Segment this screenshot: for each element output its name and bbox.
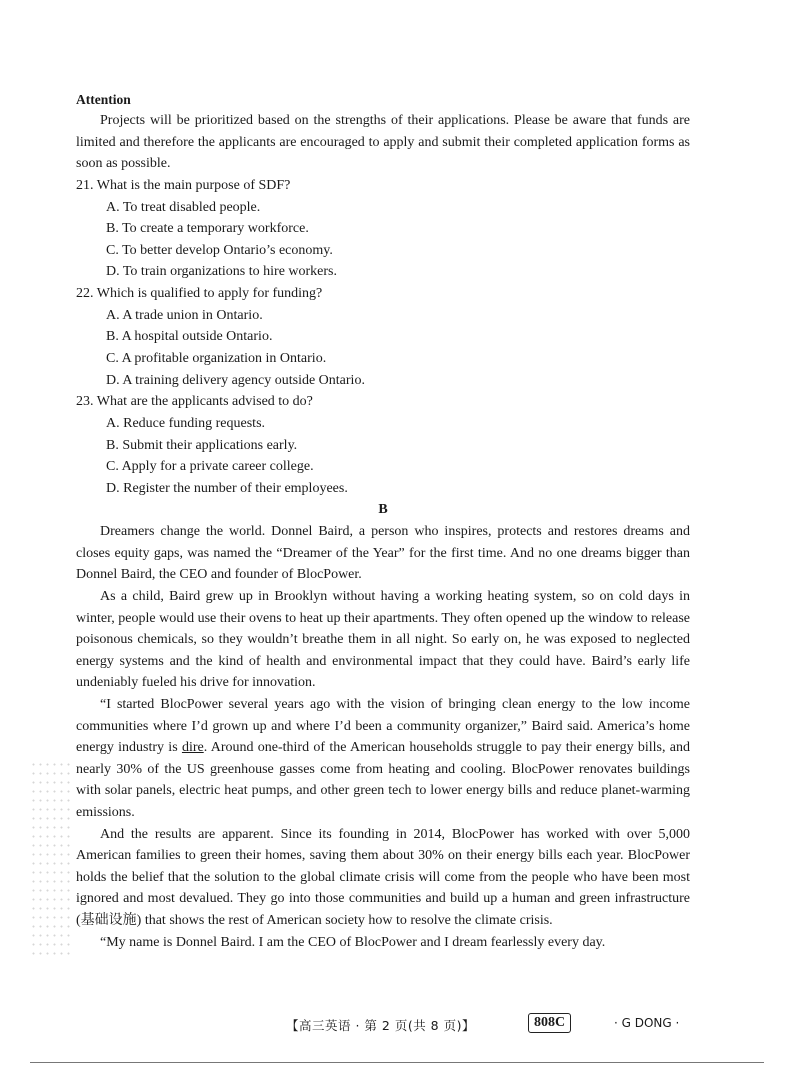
option-a: A. Reduce funding requests. [106,415,266,431]
option-b: B. Submit their applications early. [106,437,298,453]
question-22 [76,283,690,391]
option-d: D. To train organizations to hire workers. [106,264,338,280]
option-d: D. Register the number of their employees. [106,480,348,496]
passage-paragraph-5: “My name is Donnel Baird. I am the CEO of BlocPower and I dream fearlessly every day. [100,934,606,950]
section-b-title: B [378,502,388,518]
underlined-word: dire [181,740,204,756]
exam-code-badge: 808C [528,1013,571,1033]
question-stem: 22. Which is qualified to apply for funding? [76,285,323,301]
question-stem: 23. What are the applicants advised to do? [76,394,313,410]
passage-paragraph-2: As a child, Baird grew up in Brooklyn without having a working heating system, so on cold days in winter, people would use their ovens to heat up their apartments. They often opened up the window to release poisonous chemicals, so they wouldn’t breathe them in all night. So early on, he was exposed to neglected energy systems and the kind of health and environmental impact that they could have. Baird’s early life undeniably fueled his drive for innovation. [76,589,690,691]
question-23 [76,391,690,499]
option-a: A. To treat disabled people. [106,199,261,215]
option-a: A. A trade union in Ontario. [106,307,263,323]
page-footer [0,1016,794,1036]
paragraph-text: . Around one-third of the American households struggle to pay their energy bills, and nearly 30% of the US greenhouse gasses come from heating and cooling. BlocPower renovates buildings with solar panels, electric heat pumps, and other green tech to lower energy bills and reduce planet-warming emissions. [76,740,690,821]
passage-paragraph-4: And the results are apparent. Since its founding in 2014, BlocPower has worked with over 5,000 American families to green their homes, saving them about 30% on their energy bills each year. BlocPower holds the belief that the solution to the global climate crisis will come from the people who have been most ignored and most devalued. They go into those communities and build up a human and green infrastructure (基础设施) that shows the rest of American society how to resolve the climate crisis. [76,826,690,928]
exam-page [76,90,690,953]
brand-label: · G DONG · [614,1016,680,1030]
passage-paragraph-3 [76,694,690,824]
option-c: C. Apply for a private career college. [106,459,314,475]
question-stem: 21. What is the main purpose of SDF? [76,177,291,193]
question-21 [76,175,690,283]
option-d: D. A training delivery agency outside Ontario. [106,372,365,388]
scan-speckle [30,760,70,960]
attention-text: Projects will be prioritized based on the strengths of their applications. Please be aware that funds are limited and therefore the applicants are encouraged to apply and submit their completed application forms as soon as possible. [76,113,690,172]
passage-paragraph-1: Dreamers change the world. Donnel Baird, a person who inspires, protects and restores dreams and closes equity gaps, was named the “Dreamer of the Year” for the first time. And no one dreams bigger than Donnel Baird, the CEO and founder of BlocPower. [76,524,690,583]
option-b: B. A hospital outside Ontario. [106,329,273,345]
option-c: C. A profitable organization in Ontario. [106,350,327,366]
option-b: B. To create a temporary workforce. [106,221,309,237]
page-number-label: 【高三英语 · 第 2 页(共 8 页)】 [286,1018,475,1033]
option-c: C. To better develop Ontario’s economy. [106,242,333,258]
attention-heading: Attention [76,92,131,107]
paragraph-text: “I started BlocPower several years ago with the vision of bringing clean energy to the low income communities where I’d grown up and where I’d been a community organizer,” Baird said. America’s home energy industry is [76,697,690,756]
bottom-rule [30,1062,764,1063]
